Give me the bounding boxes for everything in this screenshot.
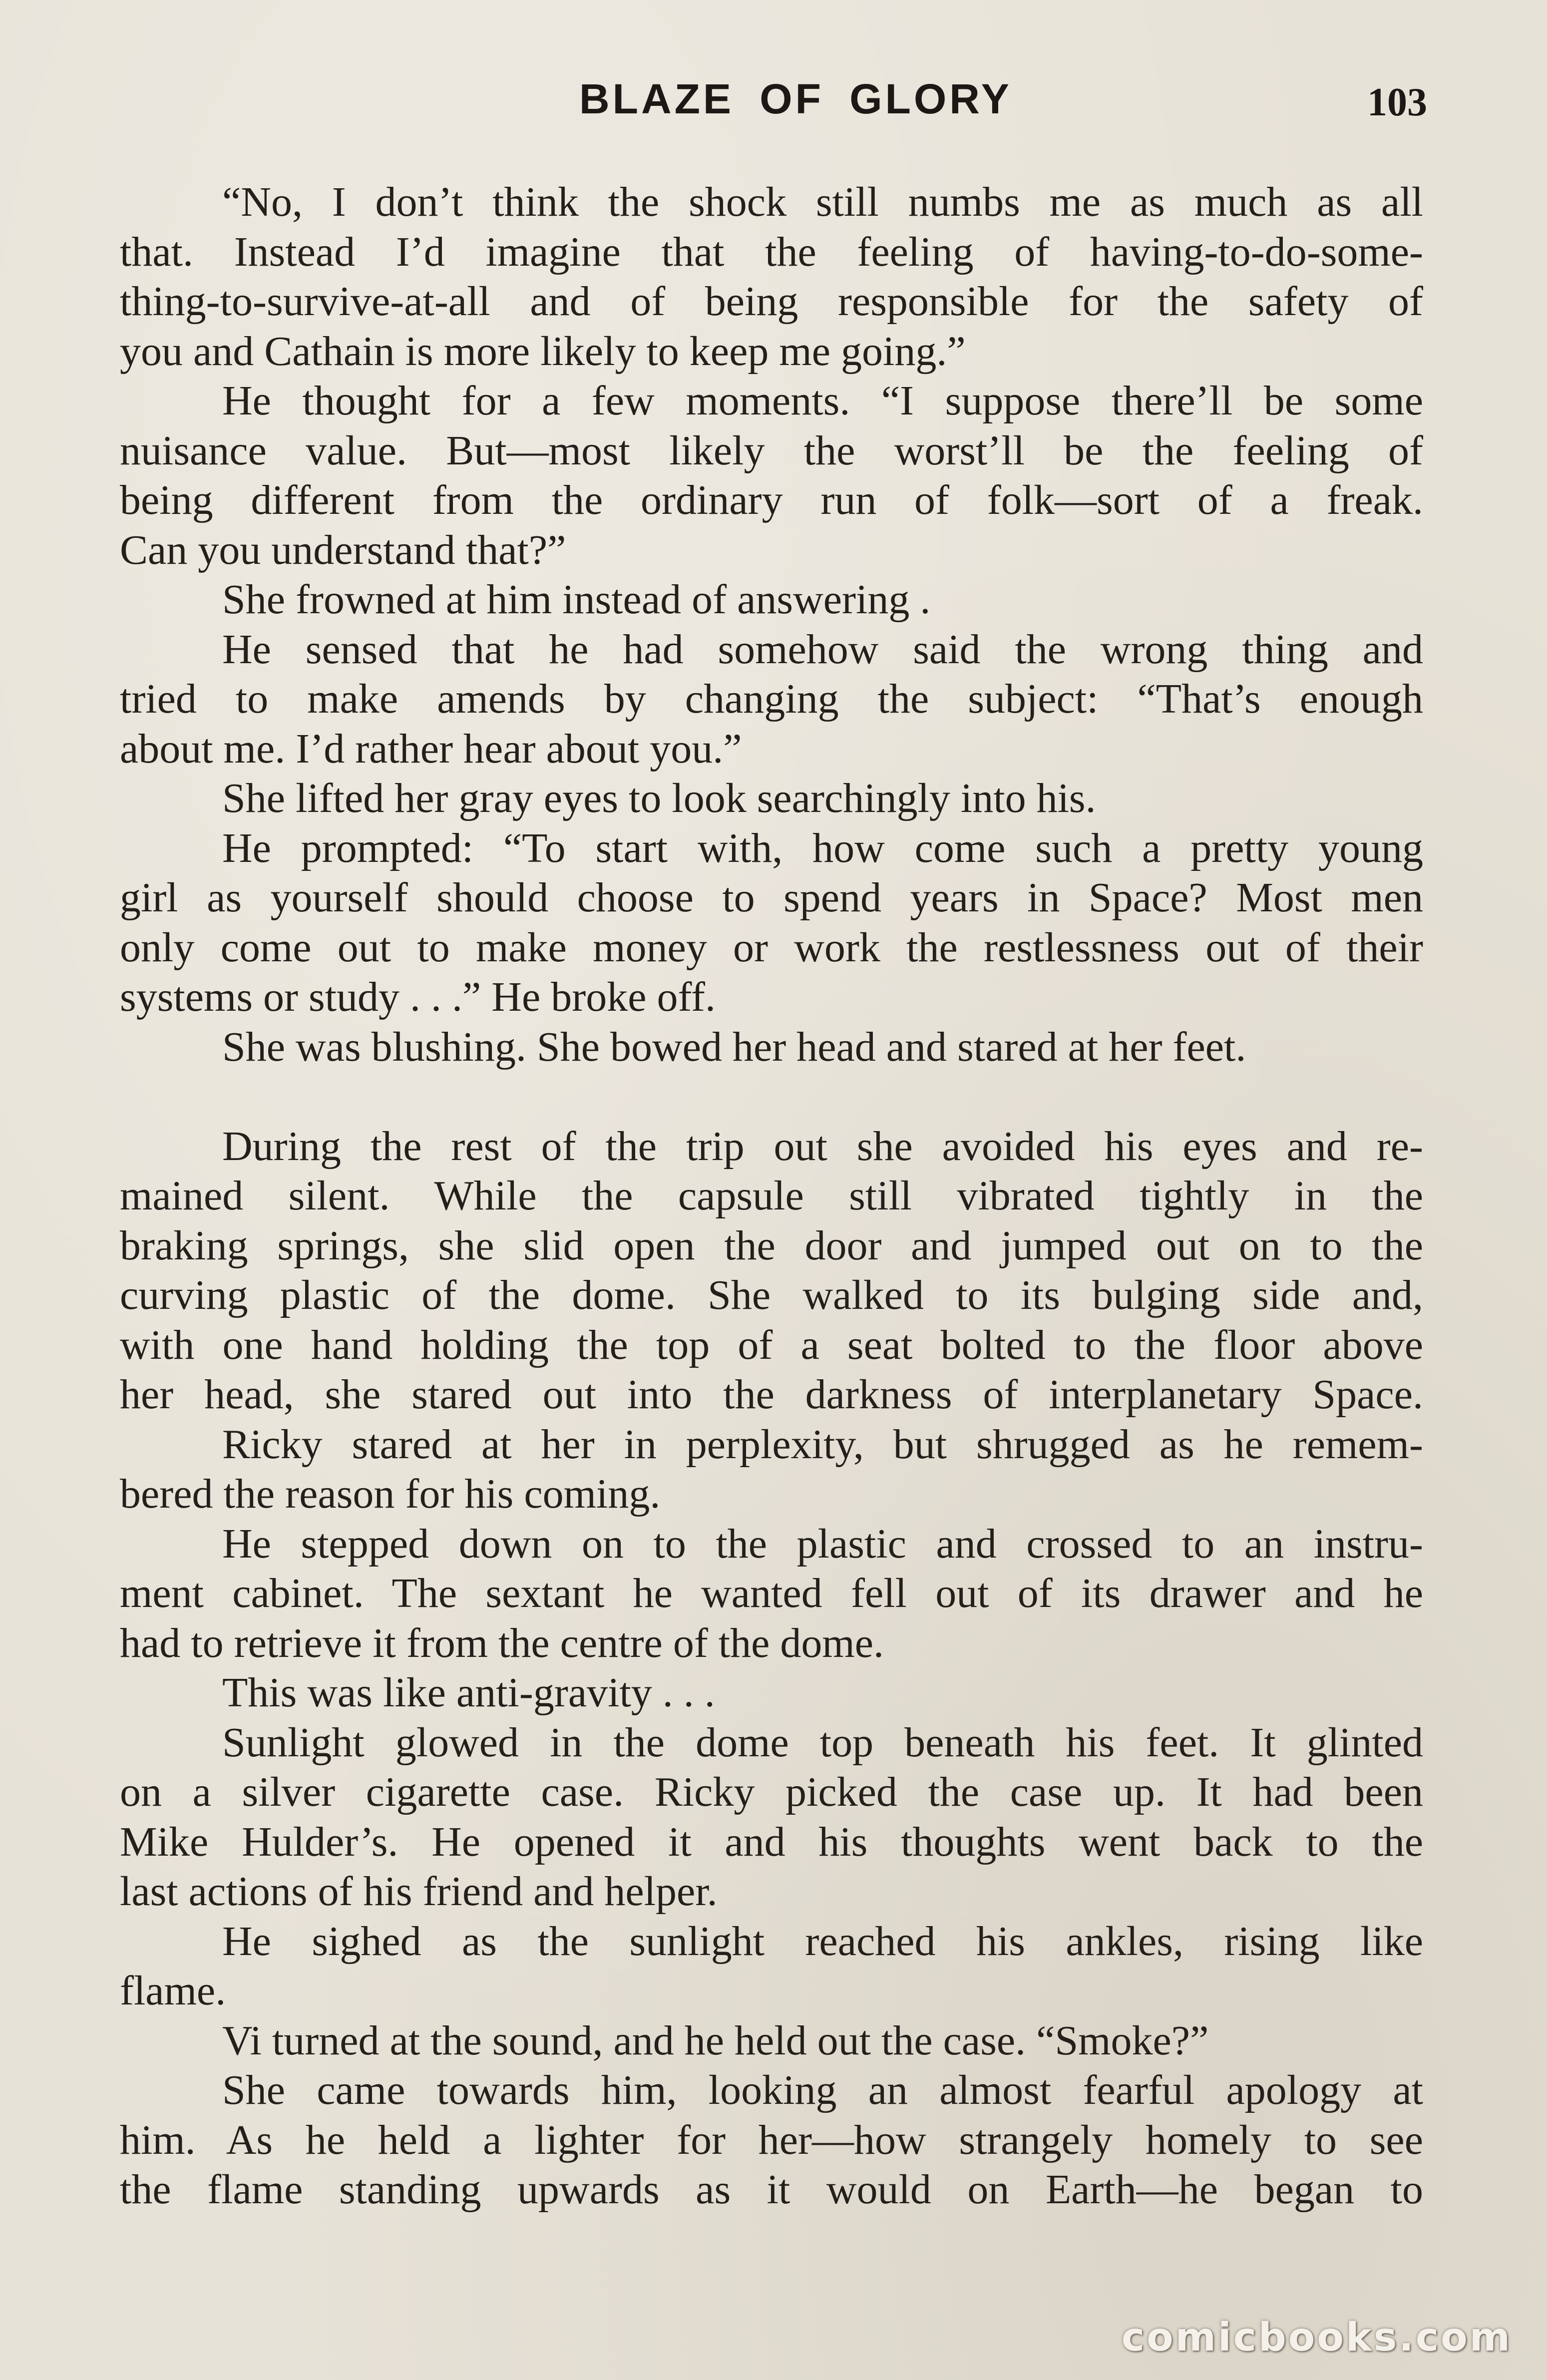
text-line: He sighed as the sunlight reached his ankles, rising like — [222, 1918, 1423, 1965]
text-line: He prompted: “To start with, how come such a pretty young — [222, 824, 1423, 871]
text-line: During the rest of the trip out she avoided his eyes and re- — [222, 1123, 1423, 1170]
text-line: on a silver cigarette case. Ricky picked the case up. It had been — [120, 1769, 1423, 1815]
text-line: Can you understand that?” — [120, 526, 566, 573]
watermark-logo: comicbooks.com — [1121, 2315, 1512, 2360]
text-line: about me. I’d rather hear about you.” — [120, 725, 742, 772]
text-line: bered the reason for his coming. — [120, 1471, 661, 1517]
running-head — [0, 75, 1547, 125]
text-line: mained silent. While the capsule still vibrated tightly in the — [120, 1173, 1423, 1219]
text-line: He stepped down on to the plastic and crossed to an instru- — [222, 1520, 1423, 1567]
text-line: flame. — [120, 1968, 226, 2014]
text-line: Ricky stared at her in perplexity, but shrugged as he remem- — [222, 1421, 1423, 1468]
text-line: him. As he held a lighter for her—how strangely homely to see — [120, 2116, 1423, 2163]
text-line: “No, I don’t think the shock still numbs me as much as all — [222, 179, 1423, 225]
text-line: Mike Hulder’s. He opened it and his thoughts went back to the — [120, 1818, 1423, 1865]
text-line: She was blushing. She bowed her head and stared at her feet. — [222, 1023, 1246, 1070]
text-line: being different from the ordinary run of folk—sort of a freak. — [120, 477, 1423, 523]
text-line: He sensed that he had somehow said the wrong thing and — [222, 626, 1423, 673]
text-line: He thought for a few moments. “I suppose there’ll be some — [222, 378, 1423, 424]
text-line: braking springs, she slid open the door and jumped out on to the — [120, 1222, 1423, 1269]
text-line: girl as yourself should choose to spend years in Space? Most men — [120, 874, 1423, 921]
running-title: BLAZE OF GLORY — [579, 75, 1012, 122]
text-line: Vi turned at the sound, and he held out the case. “Smoke?” — [222, 2017, 1209, 2064]
section-break — [120, 1072, 1423, 1122]
text-line: She lifted her gray eyes to look searchingly into his. — [222, 775, 1096, 821]
text-line: ment cabinet. The sextant he wanted fell out of its drawer and he — [120, 1570, 1423, 1616]
text-line: only come out to make money or work the restlessness out of their — [120, 924, 1423, 971]
text-line: She frowned at him instead of answering . — [222, 576, 931, 623]
text-line: the flame standing upwards as it would on Earth—he began to — [120, 2166, 1423, 2213]
text-line: with one hand holding the top of a seat bolted to the floor above — [120, 1321, 1423, 1368]
text-line: had to retrieve it from the centre of the dome. — [120, 1619, 884, 1666]
text-line: you and Cathain is more likely to keep me going.” — [120, 328, 966, 375]
text-line: Sunlight glowed in the dome top beneath his feet. It glinted — [222, 1719, 1423, 1766]
text-line: her head, she stared out into the darkness of interplanetary Space. — [120, 1371, 1423, 1418]
text-line: last actions of his friend and helper. — [120, 1868, 718, 1915]
text-line: thing-to-survive-at-all and of being responsible for the safety of — [120, 278, 1423, 325]
text-line: curving plastic of the dome. She walked to its bulging side and, — [120, 1272, 1423, 1318]
text-line: tried to make amends by changing the subject: “That’s enough — [120, 676, 1423, 722]
text-line: nuisance value. But—most likely the worst’ll be the feeling of — [120, 427, 1423, 474]
text-line: that. Instead I’d imagine that the feeling of having-to-do-some- — [120, 228, 1423, 275]
body-text — [120, 177, 1423, 2215]
page-number: 103 — [1367, 80, 1427, 124]
text-line: systems or study . . .” He broke off. — [120, 974, 716, 1020]
text-line: This was like anti-gravity . . . — [222, 1669, 715, 1716]
text-line: She came towards him, looking an almost fearful apology at — [222, 2067, 1423, 2113]
